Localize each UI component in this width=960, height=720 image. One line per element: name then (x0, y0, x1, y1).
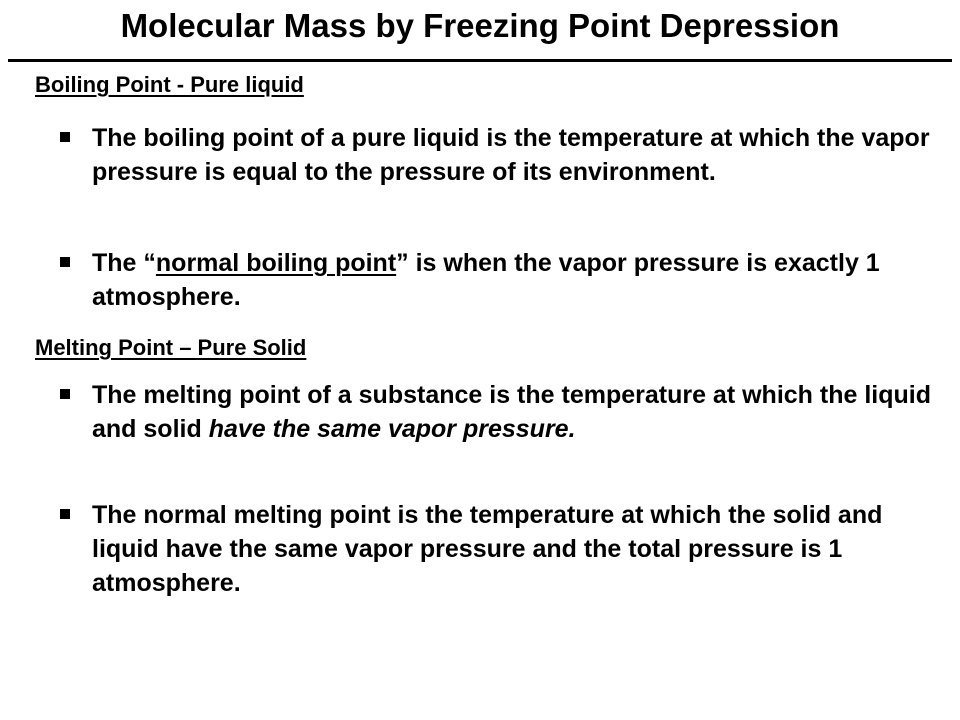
square-bullet-icon (60, 132, 70, 142)
bullet-text (92, 246, 945, 314)
square-bullet-icon (60, 509, 70, 519)
section-heading-boiling-point: Boiling Point - Pure liquid (35, 72, 304, 97)
bullet-text: The boiling point of a pure liquid is the temperature at which the vapor pressure is equal to the pressure of its environment. (92, 124, 930, 186)
bullet-normal-boiling-point (60, 246, 945, 314)
bullet-text-pre: The “ (92, 249, 156, 277)
bullet-boiling-point-definition (60, 121, 945, 189)
bullet-normal-melting-point (60, 498, 945, 600)
square-bullet-icon (60, 257, 70, 267)
title-divider (8, 59, 952, 62)
underlined-term: normal boiling point (155, 249, 397, 277)
bullet-melting-point-definition (60, 378, 945, 446)
square-bullet-icon (60, 389, 70, 399)
slide-title: Molecular Mass by Freezing Point Depression (120, 7, 840, 44)
bullet-text-post: ” is when the vapor pressure is exactly 1 atmosphere. (92, 249, 880, 311)
bullet-text (92, 378, 945, 446)
section-heading-melting-point: Melting Point – Pure Solid (35, 335, 307, 360)
bullet-text-pre: The melting point of a substance is the temperature at which the liquid and solid (92, 381, 931, 443)
italic-phrase: have the same vapor pressure. (208, 415, 576, 443)
bullet-text: The normal melting point is the temperature at which the solid and liquid have the same vapor pressure and the total pressure is 1 atmosphere. (92, 501, 883, 597)
